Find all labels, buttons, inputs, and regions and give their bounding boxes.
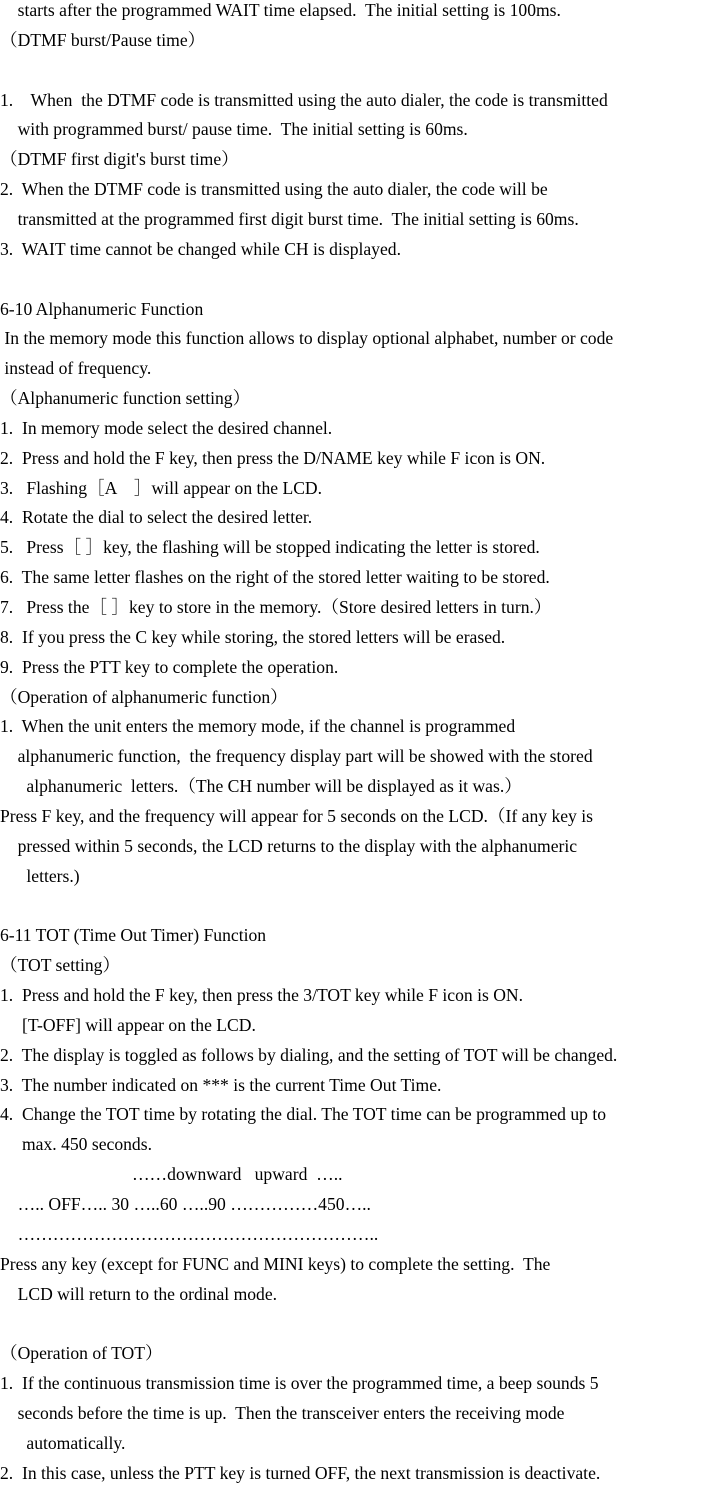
text-line: 6-11 TOT (Time Out Timer) Function [0,925,267,946]
text-line: （DTMF first digit's burst time） [0,149,239,170]
text-line: 1. In memory mode select the desired channel. [0,417,333,438]
text-line: 1. When the unit enters the memory mode, if the channel is programmed [0,716,516,737]
text-line: [T-OFF] will appear on the LCD. [0,1014,256,1035]
text-line: seconds before the time is up. Then the transceiver enters the receiving mode [0,1402,565,1423]
text-line: transmitted at the programmed first digit burst time. The initial setting is 60ms. [0,208,579,229]
text-line: 2. When the DTMF code is transmitted using the auto dialer, the code will be [0,179,548,200]
text-line: 2. The display is toggled as follows by dialing, and the setting of TOT will be changed. [0,1044,618,1065]
text-line: with programmed burst/ pause time. The initial setting is 60ms. [0,119,468,140]
text-line: ……downward upward ….. [0,1164,343,1185]
text-line: Press any key (except for FUNC and MINI keys) to complete the setting. The [0,1253,551,1274]
text-line: （Operation of TOT） [0,1343,163,1364]
text-line: max. 450 seconds. [0,1134,152,1155]
text-line: （Operation of alphanumeric function） [0,686,288,707]
text-line: 6-10 Alphanumeric Function [0,298,204,319]
text-line: ….. OFF….. 30 …..60 …..90 ……………450….. [0,1194,371,1214]
text-line: 4. Rotate the dial to select the desired letter. [0,507,313,528]
text-line: （Alphanumeric function setting） [0,388,251,409]
text-line: alphanumeric letters.（The CH number will be displayed as it was.） [0,776,522,797]
text-line: 7. Press the［ ］key to store in the memory.（Store desired letters in turn.） [0,597,552,617]
text-line: 2. In this case, unless the PTT key is turned OFF, the next transmission is deactivate. [0,1462,601,1483]
text-line: （TOT setting） [0,955,121,976]
text-line: Press F key, and the frequency will appear for 5 seconds on the LCD.（If any key is [0,805,593,826]
text-line: …………………………………………………….. [0,1223,379,1244]
text-line: 8. If you press the C key while storing, the stored letters will be erased. [0,626,506,647]
text-line: 5. Press［ ］key, the flashing will be stopped indicating the letter is stored. [0,537,540,558]
text-line: 3. WAIT time cannot be changed while CH is displayed. [0,238,401,259]
text-line: 9. Press the PTT key to complete the operation. [0,656,339,677]
text-line: letters.) [0,865,80,886]
text-line: 1. If the continuous transmission time is over the programmed time, a beep sounds 5 [0,1373,599,1394]
text-line: instead of frequency. [0,358,152,379]
text-line: automatically. [0,1432,126,1453]
text-line: LCD will return to the ordinal mode. [0,1283,278,1304]
text-line: In the memory mode this function allows to display optional alphabet, number or code [0,328,614,349]
text-line: 6. The same letter flashes on the right of the stored letter waiting to be stored. [0,567,550,588]
text-line: starts after the programmed WAIT time elapsed. The initial setting is 100ms. [0,0,561,20]
text-line: 1. When the DTMF code is transmitted using the auto dialer, the code is transmitted [0,89,608,110]
text-line: （DTMF burst/Pause time） [0,29,206,50]
text-line: 2. Press and hold the F key, then press the D/NAME key while F icon is ON. [0,447,546,468]
text-line: pressed within 5 seconds, the LCD returns to the display with the alphanumeric [0,835,578,856]
text-line: alphanumeric function, the frequency display part will be showed with the stored [0,746,593,767]
text-line: 3. Flashing［A ］will appear on the LCD. [0,477,323,498]
text-line: 1. Press and hold the F key, then press the 3/TOT key while F icon is ON. [0,985,524,1006]
text-line: 3. The number indicated on *** is the current Time Out Time. [0,1074,442,1095]
text-line: 4. Change the TOT time by rotating the dial. The TOT time can be programmed up to [0,1104,607,1125]
